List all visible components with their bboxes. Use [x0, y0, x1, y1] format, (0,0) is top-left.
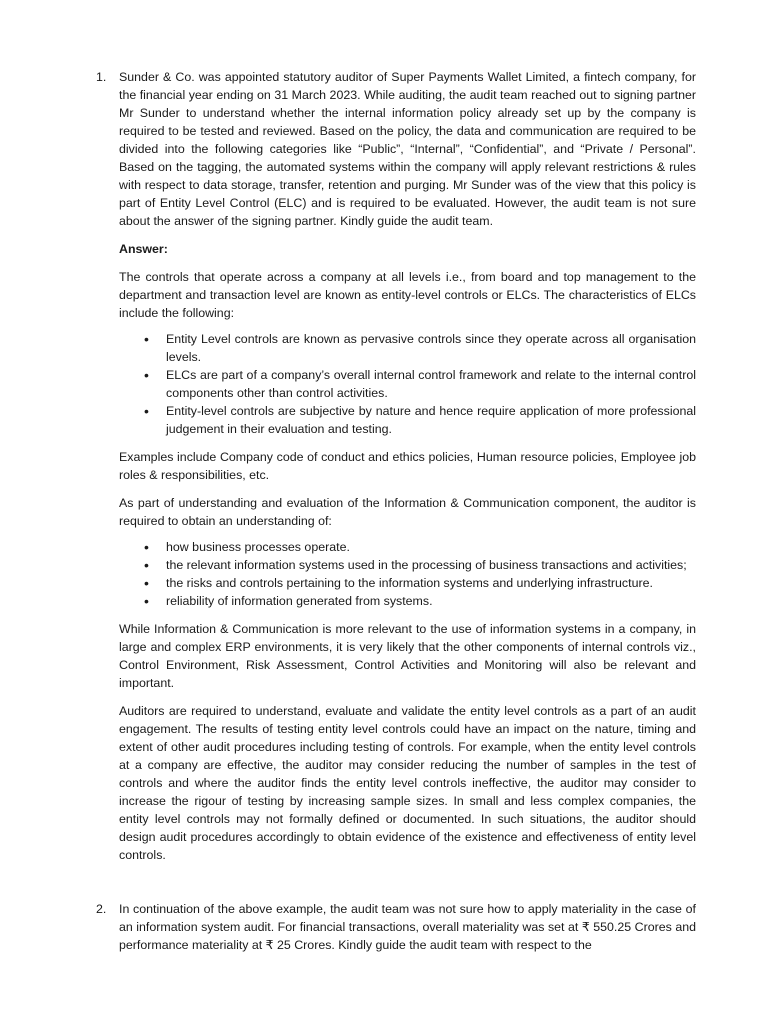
answer-paragraph-3: As part of understanding and evaluation of the Information & Communication component, the auditor is required to obtain an understanding of: [119, 496, 696, 528]
list-item: • the risks and controls pertaining to the information systems and underlying infrastructure. [166, 574, 696, 592]
question-1 [96, 68, 696, 864]
question-2-text: In continuation of the above example, the audit team was not sure how to apply materiality in the case of an information system audit. For financial transactions, overall materiality was set at ₹ 550.25 Crores and performance materiality at ₹ 25 Crores. Kindly guide the audit team with respect to the [119, 902, 696, 952]
answer-paragraph-5: Auditors are required to understand, evaluate and validate the entity level controls as a part of an audit engagement. The results of testing entity level controls could have an impact on the nature, timing and extent of other audit procedures including testing of controls. For example, when the entity level controls at a company are effective, the auditor may consider reducing the number of samples in the test of controls and where the auditor finds the entity level controls ineffective, the auditor may consider to increase the rigour of testing by increasing sample sizes. In small and less complex companies, the entity level controls may not formally defined or documented. In such situations, the auditor should design audit procedures accordingly to obtain evidence of the existence and effectiveness of entity level controls. [119, 704, 696, 862]
list-item: • ELCs are part of a company’s overall internal control framework and relate to the internal control components other than control activities. [166, 366, 696, 402]
answer-heading: Answer: [119, 242, 168, 256]
list-item: • reliability of information generated from systems. [166, 592, 696, 610]
answer-paragraph-4: While Information & Communication is more relevant to the use of information systems in a company, in large and complex ERP environments, it is very likely that the other components of internal controls viz., Control Environment, Risk Assessment, Control Activities and Monitoring will also be relevant and important. [119, 622, 696, 690]
information-understanding-list [96, 538, 696, 610]
question-2 [96, 900, 696, 954]
list-item: • Entity Level controls are known as pervasive controls since they operate across all organisation levels. [166, 330, 696, 366]
question-1-text: Sunder & Co. was appointed statutory auditor of Super Payments Wallet Limited, a fintech company, for the financial year ending on 31 March 2023. While auditing, the audit team reached out to signing partner Mr Sunder to understand whether the internal information policy already set up by the company is required to be tested and reviewed. Based on the policy, the data and communication are required to be divided into the following categories like “Public”, “Internal”, “Confidential”, and “Private / Personal”. Based on the tagging, the automated systems within the company will apply relevant restrictions & rules with respect to data storage, transfer, retention and purging. Mr Sunder was of the view that this policy is part of Entity Level Control (ELC) and is required to be evaluated. However, the audit team is not sure about the answer of the signing partner. Kindly guide the audit team. [119, 70, 696, 228]
question-1-number: 1. [96, 70, 107, 84]
answer-paragraph-1: The controls that operate across a company at all levels i.e., from board and top management to the department and transaction level are known as entity-level controls or ELCs. The characteristics of ELCs include the following: [119, 270, 696, 320]
elc-characteristics-list [96, 330, 696, 438]
list-item: • the relevant information systems used in the processing of business transactions and activities; [166, 556, 696, 574]
answer-paragraph-2: Examples include Company code of conduct and ethics policies, Human resource policies, Employee job roles & responsibilities, etc. [119, 450, 696, 482]
question-2-number: 2. [96, 902, 107, 916]
list-item: • Entity-level controls are subjective by nature and hence require application of more professional judgement in their evaluation and testing. [166, 402, 696, 438]
list-item: • how business processes operate. [166, 538, 696, 556]
